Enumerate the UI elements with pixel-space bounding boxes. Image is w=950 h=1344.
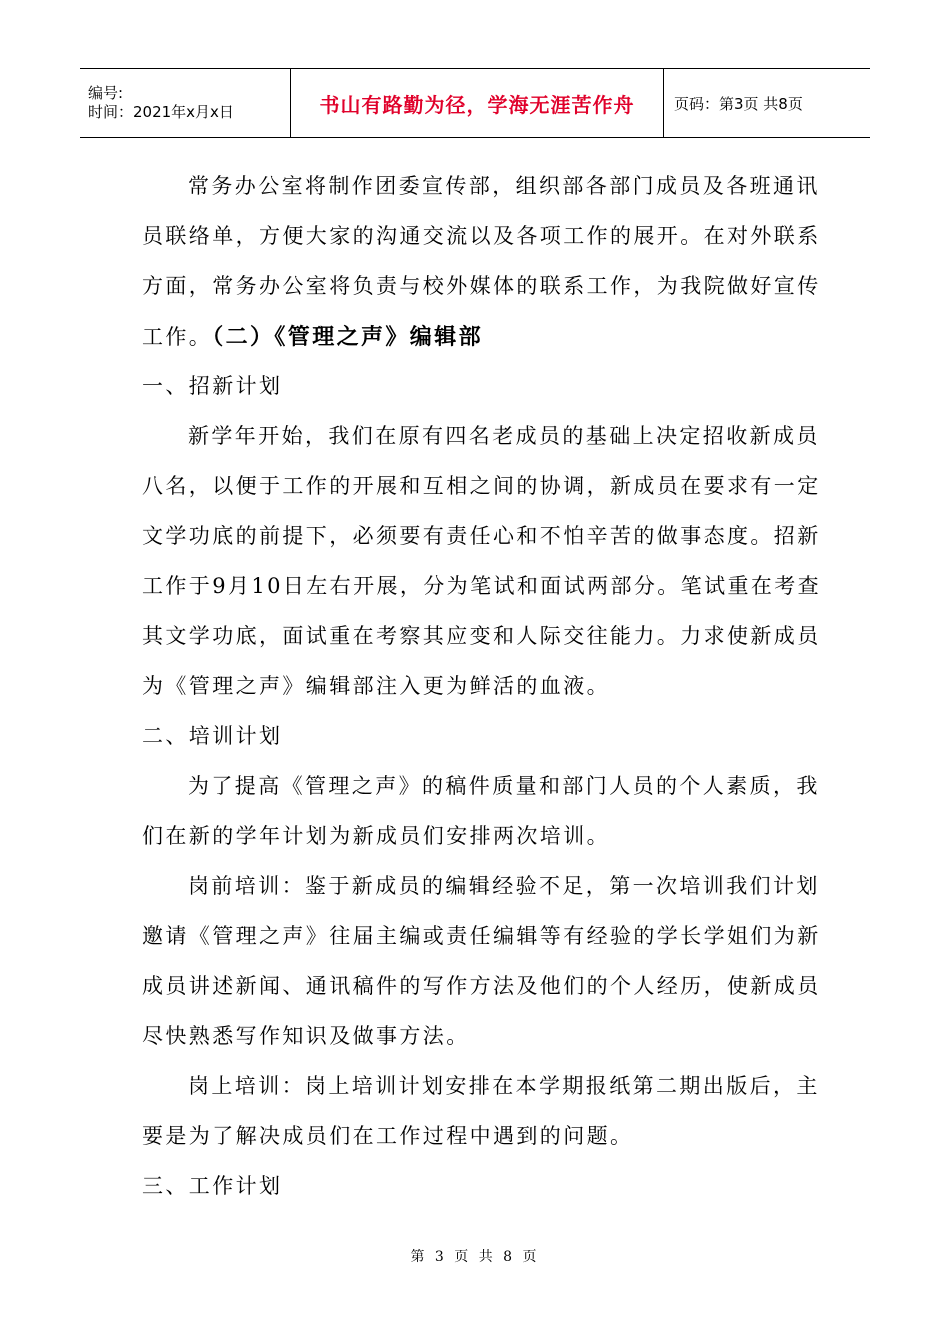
header-meta xyxy=(80,69,290,137)
paragraph-line: 方面，常务办公室将负责与校外媒体的联系工作，为我院做好宣传 xyxy=(142,274,821,298)
paragraph-line: 文学功底的前提下，必须要有责任心和不怕辛苦的做事态度。招新 xyxy=(142,524,821,548)
paragraph-line-with-heading xyxy=(142,320,812,351)
document-date-label: 时间：2021年x月x日 xyxy=(88,103,234,121)
header-motto: 书山有路勤为径，学海无涯苦作舟 xyxy=(319,92,635,117)
header-motto-cell xyxy=(290,69,664,137)
paragraph-line: 工作于9月10日左右开展，分为笔试和面试两部分。笔试重在考查 xyxy=(142,574,822,598)
paragraph-line: 其文学功底，面试重在考察其应变和人际交往能力。力求使新成员 xyxy=(142,624,821,648)
paragraph-line: 要是为了解决成员们在工作过程中遇到的问题。 xyxy=(142,1124,634,1148)
section-heading-work-plan: 三、工作计划 xyxy=(142,1174,283,1198)
paragraph-line: 为了提高《管理之声》的稿件质量和部门人员的个人素质，我 xyxy=(188,774,820,798)
paragraph-line: 成员讲述新闻、通讯稿件的写作方法及他们的个人经历，使新成员 xyxy=(142,974,821,998)
paragraph-line: 们在新的学年计划为新成员们安排两次培训。 xyxy=(142,824,610,848)
paragraph-line: 邀请《管理之声》往届主编或责任编辑等有经验的学长学姐们为新 xyxy=(142,924,821,948)
document-number-label: 编号: xyxy=(88,84,124,102)
paragraph-line: 岗上培训：岗上培训计划安排在本学期报纸第二期出版后，主 xyxy=(188,1074,820,1098)
paragraph-line: 为《管理之声》编辑部注入更为鲜活的血液。 xyxy=(142,674,610,698)
paragraph-line: 员联络单，方便大家的沟通交流以及各项工作的展开。在对外联系 xyxy=(142,224,821,248)
paragraph-line: 常务办公室将制作团委宣传部，组织部各部门成员及各班通讯 xyxy=(188,174,820,198)
paragraph-line: 八名，以便于工作的开展和互相之间的协调，新成员在要求有一定 xyxy=(142,474,821,498)
section-heading-recruitment: 一、招新计划 xyxy=(142,374,283,398)
page-header xyxy=(80,68,870,138)
section-heading-editorial: （二）《管理之声》编辑部 xyxy=(212,325,484,350)
paragraph-line: 工作。 xyxy=(142,325,213,349)
paragraph-line: 新学年开始，我们在原有四名老成员的基础上决定招收新成员 xyxy=(188,424,820,448)
paragraph-line: 尽快熟悉写作知识及做事方法。 xyxy=(142,1024,470,1048)
page-footer: 第 3 页 共 8 页 xyxy=(410,1249,540,1265)
section-heading-training: 二、培训计划 xyxy=(142,724,283,748)
header-page-label: 页码：第3页 共8页 xyxy=(674,94,803,113)
header-page-cell xyxy=(664,69,803,137)
paragraph-line: 岗前培训：鉴于新成员的编辑经验不足，第一次培训我们计划 xyxy=(188,874,820,898)
